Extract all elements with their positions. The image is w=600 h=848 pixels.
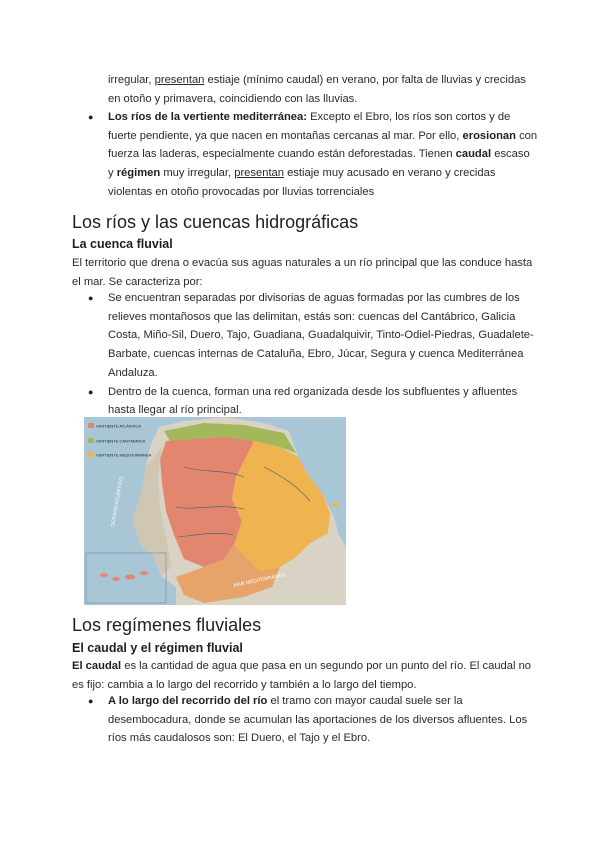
list-item: ● Se encuentran separadas por divisorias de aguas formadas por las cumbres de los relieves montañosos que las delimitan, estás son: cuencas del Cantábrico, Galicia Costa, Miño-Sil, Duero, Tajo, Guadiana, Guadalquivir, Tinto-Odiel-Piedras, Guadalete-Barbate, cuencas internas de Cataluña, Ebro, Júcar, Segura y cuenca Mediterránea Andaluza. [88,289,538,383]
balearic-islands [332,503,340,507]
subheading-cuenca-fluvial: La cuenca fluvial [72,237,173,251]
sea-label: OCÉANO ATLÁNTICO [110,476,125,528]
legend-label: VERTIENTE ATLÁNTICA [96,423,141,429]
list-item: ● A lo largo del recorrido del río el tramo con mayor caudal suele ser la desembocadura, donde se acumulan las aportaciones de los diversos afluentes. Los ríos más caudalosos son: El Duero, el Tajo y el Ebro. [88,692,538,748]
subheading-caudal: El caudal y el régimen fluvial [72,641,243,655]
balearic-islands [314,506,326,512]
section-heading-cuencas: Los ríos y las cuencas hidrográficas [72,212,359,232]
mediterranean-bullet-list [88,108,538,202]
sea-label: MAR MEDITERRÁNEO [233,572,287,589]
continued-paragraph: irregular, presentan estiaje (mínimo caudal) en verano, por falta de lluvias y crecidas en otoño y primavera, coincidiendo con las lluvias. [108,74,526,105]
legend-label: VERTIENTE MEDITERRÁNEA [96,452,152,458]
cuenca-bullet-list [88,289,538,420]
section-heading-regimenes: Los regímenes fluviales [72,615,262,635]
caudal-bullet-list [88,692,538,748]
cuenca-paragraph: El territorio que drena o evacúa sus aguas naturales a un río principal que las conduce hasta el mar. Se caracteriza por: [72,257,533,288]
underlined-term: presentan [154,74,205,86]
caudal-paragraph: El caudal es la cantidad de agua que pasa en un segundo por un punto del río. El caudal no es fijo: cambia a lo largo del recorrido y también a lo largo del tiempo. [72,660,532,691]
hydrographic-basins-map [84,417,346,605]
legend-label: VERTIENTE CANTÁBRICA [96,438,146,444]
list-item: ● Dentro de la cuenca, forman una red organizada desde los subfluentes y afluentes hasta llegar al río principal. [88,383,538,420]
list-item: ● Los ríos de la vertiente mediterránea: Excepto el Ebro, los ríos son cortos y de fuerte pendiente, ya que nacen en montañas cercanas al mar. Por ello, erosionan con fuerza las laderas, especialmente cuando están deforestadas. Tienen caudal escaso y régimen muy irregular, presentan estiaje muy acusado en verano y crecidas violentas en otoño provocadas por lluvias torrenciales [88,108,538,202]
